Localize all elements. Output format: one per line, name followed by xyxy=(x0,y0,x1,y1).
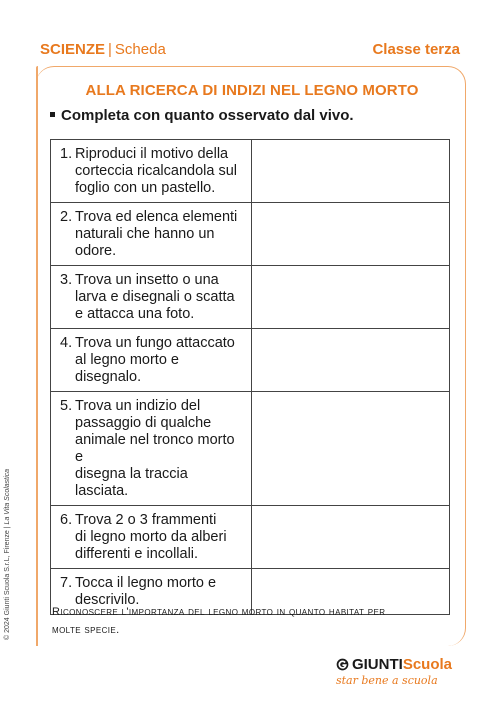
task-line: Trova 2 o 3 frammenti xyxy=(75,512,217,528)
task-line: disegnalo. xyxy=(75,369,142,385)
learning-goal-line-2: molte specie. xyxy=(52,624,120,636)
task-text-cell xyxy=(51,203,252,266)
task-line: passaggio di qualche xyxy=(75,415,212,431)
task-number: 2. xyxy=(60,209,73,225)
task-row xyxy=(51,329,450,392)
header-separator: | xyxy=(108,41,112,58)
task-line: descrivilo. xyxy=(75,592,140,608)
task-number: 6. xyxy=(60,512,73,528)
task-line: odore. xyxy=(75,243,117,259)
tasks-table xyxy=(50,139,450,615)
task-number: 7. xyxy=(60,575,73,591)
task-line: naturali che hanno un xyxy=(75,226,215,242)
task-line: corteccia ricalcandola sul xyxy=(75,163,237,179)
task-line: differenti e incollali. xyxy=(75,546,199,562)
answer-cell[interactable] xyxy=(251,266,449,329)
answer-cell[interactable] xyxy=(251,506,449,569)
page-title: ALLA RICERCA DI INDIZI NEL LEGNO MORTO xyxy=(85,82,419,99)
answer-cell[interactable] xyxy=(251,329,449,392)
task-line: al legno morto e xyxy=(75,352,179,368)
copyright-notice xyxy=(4,469,11,640)
task-row xyxy=(51,506,450,569)
grade-label: Classe terza xyxy=(372,41,460,58)
task-text-cell xyxy=(51,266,252,329)
task-number: 1. xyxy=(60,146,73,162)
task-row xyxy=(51,392,450,506)
task-row xyxy=(51,203,450,266)
instruction xyxy=(50,107,354,124)
task-text-cell xyxy=(51,329,252,392)
task-line: Riproduci il motivo della xyxy=(75,146,229,162)
answer-cell[interactable] xyxy=(251,392,449,506)
logo-tagline: star bene a scuola xyxy=(335,674,438,687)
task-line: larva e disegnali o scatta xyxy=(75,289,235,305)
task-line: di legno morto da alberi xyxy=(75,529,227,545)
learning-goal xyxy=(52,603,452,639)
page-header xyxy=(40,41,460,61)
task-number: 4. xyxy=(60,335,73,351)
copyright-text: © 2024 Giunti Scuola S.r.L, Firenze | xyxy=(4,524,11,640)
task-text-cell xyxy=(51,392,252,506)
answer-cell[interactable] xyxy=(251,203,449,266)
logo-brand-scuola: Scuola xyxy=(402,656,452,673)
task-number: 5. xyxy=(60,398,73,414)
task-line: Tocca il legno morto e xyxy=(75,575,217,591)
instruction-text: Completa con quanto osservato dal vivo. xyxy=(61,107,354,124)
task-number: 3. xyxy=(60,272,73,288)
content-frame-left-edge xyxy=(36,66,38,646)
subject-label xyxy=(40,41,166,58)
task-line: Trova un insetto o una xyxy=(75,272,219,288)
task-line: disegna la traccia lasciata. xyxy=(75,466,188,499)
task-line: e attacca una foto. xyxy=(75,306,195,322)
sheet-kind: Scheda xyxy=(114,41,166,58)
task-line: animale nel tronco morto e xyxy=(75,432,235,465)
task-text-cell xyxy=(51,506,252,569)
learning-goal-line-1: Riconoscere l'importanza del legno morto in quanto habitat per xyxy=(52,606,386,618)
task-line: Trova un indizio del xyxy=(75,398,201,414)
copyright-publication: La Vita Scolastica xyxy=(4,468,11,525)
task-line: foglio con un pastello. xyxy=(75,180,216,196)
answer-cell[interactable] xyxy=(251,140,449,203)
bullet-icon xyxy=(50,112,55,117)
giunti-g-icon xyxy=(336,658,349,671)
task-row xyxy=(51,266,450,329)
publisher-logo xyxy=(336,656,452,687)
task-text-cell xyxy=(51,140,252,203)
task-row xyxy=(51,140,450,203)
task-line: Trova un fungo attaccato xyxy=(75,335,235,351)
task-line: Trova ed elenca elementi xyxy=(75,209,238,225)
subject-name: SCIENZE xyxy=(40,41,106,58)
logo-brand: GIUNTI xyxy=(351,656,403,673)
